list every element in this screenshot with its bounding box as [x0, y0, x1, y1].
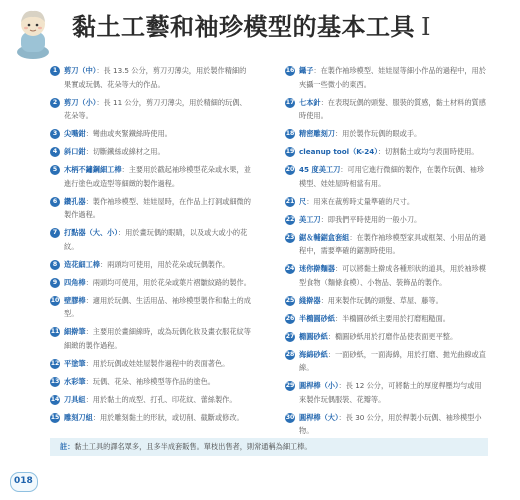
tool-description: ：用於製作玩偶的眼或手。: [334, 129, 422, 138]
tool-name: 尖嘴鉗: [64, 129, 86, 138]
tool-description: ：在製作袖珍模型、娃娃屋等細小作品的過程中，用於夾攝一些微小的東西。: [299, 66, 486, 89]
tool-item: [285, 127, 488, 141]
tool-item: [50, 163, 253, 190]
tool-name: 平塗筆: [64, 358, 86, 368]
tool-name: 鑷子: [299, 66, 314, 75]
tool-description: ：用來製作玩偶的頭髮、草屋、藤等。: [320, 295, 443, 305]
tool-name: 細擀筆: [64, 327, 86, 336]
footnote: [50, 438, 488, 456]
tool-name: 木柄不鏽鋼細工棒: [64, 165, 122, 174]
tool-description: ：主要用於畫細線時，或為玩偶化妝及畫衣服花紋等細緻的製作過程。: [64, 327, 251, 350]
item-number-badge: 22: [285, 215, 295, 223]
tool-description: ：用於黏土的成型、打孔、印花紋、蕾絲製作。: [85, 394, 237, 404]
item-number-badge: 16: [285, 67, 295, 74]
tool-name: 雕刻刀組: [64, 412, 93, 422]
tool-item: [50, 226, 253, 253]
tool-item: [50, 294, 253, 321]
item-number-badge: 30: [285, 413, 295, 421]
item-number-badge: 2: [50, 98, 60, 108]
tool-description: ：即我們平時使用的一般小刀。: [320, 214, 422, 224]
tool-item: [285, 163, 488, 190]
item-number-badge: 6: [50, 197, 60, 207]
tool-name: 壁膠棒: [64, 295, 86, 305]
tool-item: [50, 357, 253, 371]
item-number-badge: 4: [50, 147, 60, 157]
tool-name: 七本針: [299, 97, 321, 107]
tool-name: 美工刀: [299, 214, 321, 224]
tool-description: ：在表現玩偶的頭髮、服裝的質感，黏土材料的質感時使用。: [299, 97, 486, 120]
tool-description: ：兩頭均可使用，用於花朵或葉片褶皺紋路的製作。: [85, 277, 251, 287]
tool-item: [285, 312, 488, 326]
tool-description: ：一面砂紙，一面海綿，用於打磨、拋光曲線或直線。: [299, 349, 486, 372]
item-number-badge: 5: [50, 165, 60, 175]
footnote-text: 黏土工具的譯名眾多，且多半成套販售。單枝出售者，則常通稱為細工棒。: [74, 442, 312, 451]
item-number-badge: 20: [285, 166, 295, 173]
tool-description: ：製作袖珍模型、娃娃屋時，在作品上打洞或細微的製作過程。: [64, 196, 251, 219]
tool-item: [50, 64, 253, 91]
tool-name: 半橢圓砂紙: [299, 313, 335, 323]
tool-name: 橢圓砂紙: [299, 331, 328, 341]
tool-name: 圓桿棒（小）: [299, 381, 339, 390]
item-number-badge: 12: [50, 359, 60, 367]
tool-item: [285, 348, 488, 375]
footnote-label: 註：: [60, 442, 75, 451]
tool-item: [285, 294, 488, 308]
tool-name: 海綿砂紙: [299, 349, 328, 359]
tool-item: [50, 411, 253, 425]
tool-description: ：橢圓砂紙用於打磨作品使表面更平整。: [327, 331, 458, 341]
tool-description: ：切斷鐵絲或線材之用。: [85, 147, 165, 156]
item-number-badge: 13: [50, 377, 60, 385]
tool-description: ：用於雕刻黏土的形狀，或切削、截斷或修改。: [92, 412, 244, 422]
tool-item: [50, 375, 253, 389]
item-number-badge: 8: [50, 260, 60, 270]
item-number-badge: 25: [285, 296, 295, 304]
item-number-badge: 29: [285, 382, 295, 389]
tool-name: 鋸＆輔鋸盒套組: [299, 232, 350, 242]
tool-description: ：可用它進行微細的製作，在製作玩偶、袖珍模型、娃娃屋時相當有用。: [299, 165, 485, 188]
item-number-badge: 7: [50, 228, 60, 238]
tool-item: [285, 213, 488, 227]
tool-description: ：切割黏土或均勻表面時使用。: [377, 147, 479, 156]
tool-description: ：在製作袖珍模型家具或框架、小用品的過程中，需要準確的鋸割時使用。: [299, 232, 486, 255]
title-text: 黏土工藝和袖珍模型的基本工具: [72, 13, 415, 41]
tool-name: 精密雕刻刀: [299, 129, 335, 138]
tool-name: 打點器（大、小）: [64, 228, 118, 237]
tool-description: ：長 13.5 公分，剪刀刃薄尖，用於製作精細的果實或玩偶、花朵等大的作品。: [64, 66, 247, 89]
item-number-badge: 10: [50, 296, 60, 304]
item-number-badge: 14: [50, 395, 60, 403]
title-roman-numeral: I: [421, 13, 431, 41]
item-number-badge: 26: [285, 314, 295, 322]
tool-item: [285, 411, 488, 438]
mascot-illustration: [10, 6, 56, 60]
tool-item: [50, 127, 253, 141]
tool-description: ：適用於玩偶、生活用品、袖珍模型製作和黏土的成型。: [64, 295, 251, 318]
item-number-badge: 1: [50, 66, 60, 76]
tool-name: 圓桿棒（大）: [299, 412, 339, 422]
tool-item: [285, 96, 488, 123]
tool-item: [285, 64, 488, 91]
tool-name: 鑽孔器: [64, 196, 86, 206]
tool-item: [50, 195, 253, 222]
tool-name: 剪刀（中）: [64, 66, 97, 75]
tool-description: ：兩頭均可使用，用於花朵或玩偶製作。: [99, 259, 230, 269]
tool-item: [50, 276, 253, 290]
item-number-badge: 23: [285, 233, 295, 241]
item-number-badge: 9: [50, 278, 60, 288]
item-number-badge: 17: [285, 98, 295, 106]
tools-list-left: [50, 64, 253, 429]
tool-description: ：主要用於戳起袖珍模型花朵或水果，並進行塗色或造型等細緻的製作過程。: [64, 165, 251, 188]
item-number-badge: 15: [50, 413, 60, 421]
tool-description: ：半橢圓砂紙主要用於打磨粗糙面。: [334, 313, 450, 323]
tool-item: [285, 145, 488, 159]
tool-name: 造花細工棒: [64, 259, 100, 269]
tool-item: [285, 379, 488, 406]
tool-description: ：用來在裁剪時丈量準確的尺寸。: [306, 196, 415, 206]
tool-description: ：用於畫玩偶的眼睛，以及或大或小的花紋。: [64, 228, 248, 251]
tool-description: ：長 30 公分，用於桿製小玩偶、袖珍模型小物。: [299, 412, 482, 435]
tool-name: 斜口鉗: [64, 147, 86, 156]
item-number-badge: 21: [285, 197, 295, 205]
tool-description: ：可以將黏土擀成各種形狀的道具，用於袖珍模型食物（麵條食模）、小物品、裝飾品的製作。: [299, 264, 486, 287]
item-number-badge: 24: [285, 265, 295, 272]
tool-description: ：長 12 公分，可將黏土的厚度桿壓均勻或用來製作玩偶服裝、花瓣等。: [299, 381, 482, 404]
item-number-badge: 3: [50, 129, 60, 139]
tool-item: [50, 393, 253, 407]
tool-item: [50, 96, 253, 123]
tool-name: 剪刀（小）: [64, 97, 97, 107]
item-number-badge: 27: [285, 332, 295, 340]
tool-description: ：彎曲或夾緊鐵絲時使用。: [85, 129, 172, 138]
tool-item: [285, 195, 488, 209]
tool-name: 刀具組: [64, 394, 86, 404]
tool-name: 四角棒: [64, 277, 86, 287]
page-number: 018: [14, 476, 33, 486]
tool-name: 綫擀器: [299, 295, 321, 305]
item-number-badge: 28: [285, 350, 295, 358]
tool-item: [50, 258, 253, 272]
tool-name: 45 度美工刀: [299, 165, 341, 174]
item-number-badge: 18: [285, 130, 295, 137]
tool-name: 水彩筆: [64, 376, 86, 386]
tool-item: [285, 231, 488, 258]
tool-description: ：玩偶、花朵、袖珍模型等作品的塗色。: [85, 376, 215, 386]
tool-name: cleanup tool（K-24）: [299, 147, 378, 156]
tool-name: 尺: [299, 196, 307, 206]
page-title: [72, 12, 431, 42]
tool-item: [50, 325, 253, 352]
item-number-badge: 11: [50, 328, 60, 335]
tool-item: [285, 330, 488, 344]
tool-name: 迷你擀麵器: [299, 264, 335, 273]
tool-description: ：用於玩偶或娃娃屋製作過程中的表面著色。: [85, 358, 230, 368]
item-number-badge: 19: [285, 148, 295, 155]
tool-item: [285, 262, 488, 289]
tools-list-right: [285, 64, 488, 442]
tool-description: ：長 11 公分，剪刀刃薄尖，用於精細的玩偶、花朵等。: [64, 97, 247, 120]
tool-item: [50, 145, 253, 159]
